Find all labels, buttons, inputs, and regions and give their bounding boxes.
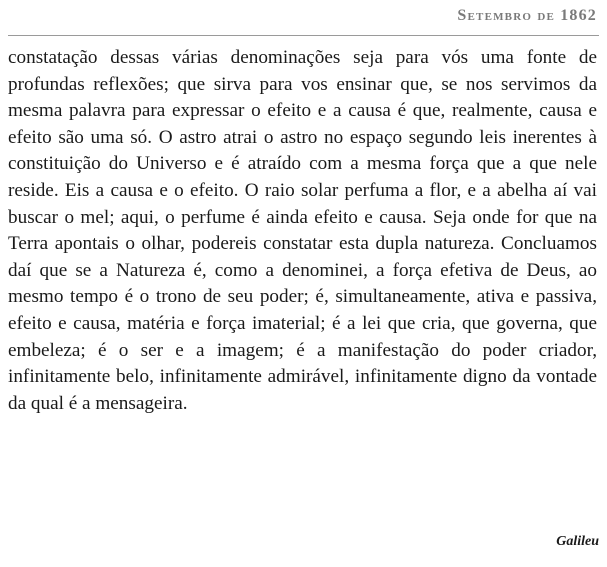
body-paragraph: constatação dessas várias denominações seja para vós uma fonte de profundas reflexões; que sirva para vos ensinar que, se nos servimos da mesma palavra para expressar o efeito e a causa é que, realmente, causa e efeito são uma só. O astro atrai o astro no espaço segundo leis inerentes à constituição do Universo e é atraído com a mesma força que a que nele reside. Eis a causa e o efeito. O raio solar perfuma a flor, e a abelha aí vai buscar o mel; aqui, o perfume é ainda efeito e causa. Seja onde for que na Terra apontais o olhar, podereis constatar esta dupla natureza. Concluamos daí que se a Natureza é, como a denominei, a força efetiva de Deus, ao mesmo tempo é o trono de seu poder; é, simultaneamente, ativa e passiva, efeito e causa, matéria e força imaterial; é a lei que cria, que governa, que embeleza; é o ser e a imagem; é a manifestação do poder criador, infinitamente belo, infinitamente admirável, infinitamente digno da vontade da qual é a mensageira. bbox=[8, 47, 597, 414]
author-signature: Galileu bbox=[556, 534, 599, 549]
header-rule bbox=[8, 35, 599, 36]
running-head: Setembro de 1862 bbox=[457, 7, 597, 24]
